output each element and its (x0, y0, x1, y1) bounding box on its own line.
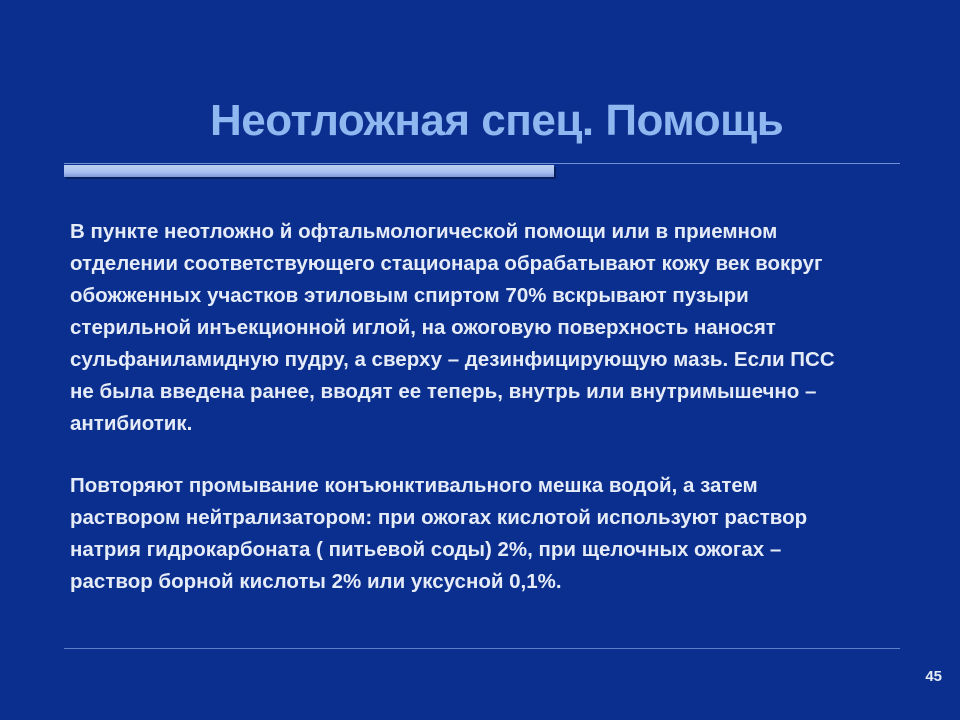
title-underline-bar (64, 165, 554, 177)
title-underline-thin (64, 163, 900, 164)
body-paragraph-1: В пункте неотложно й офтальмологической помощи или в приемном отделении соответствующего стационара обрабатывают кожу век вокруг обожженных участков этиловым спиртом 70% вскрывают пузыри стерильной инъекционной иглой, на ожоговую поверхность наносят сульфаниламидную пудру, а сверху – дезинфицирующую мазь. Если ПСС не была введена ранее, вводят ее теперь, внутрь или внутримышечно – антибиотик. (70, 220, 835, 435)
page-number: 45 (925, 668, 942, 685)
slide-body (70, 216, 910, 628)
slide-title: Неотложная спец. Помощь (210, 96, 784, 145)
footer-divider (64, 648, 900, 649)
body-paragraph-2: Повторяют промывание конъюнктивального мешка водой, а затем раствором нейтрализатором: при ожогах кислотой используют раствор натрия гидрокарбоната ( питьевой соды) 2%, при щелочных ожогах – раствор борной кислоты 2% или уксусной 0,1%. (70, 474, 808, 593)
